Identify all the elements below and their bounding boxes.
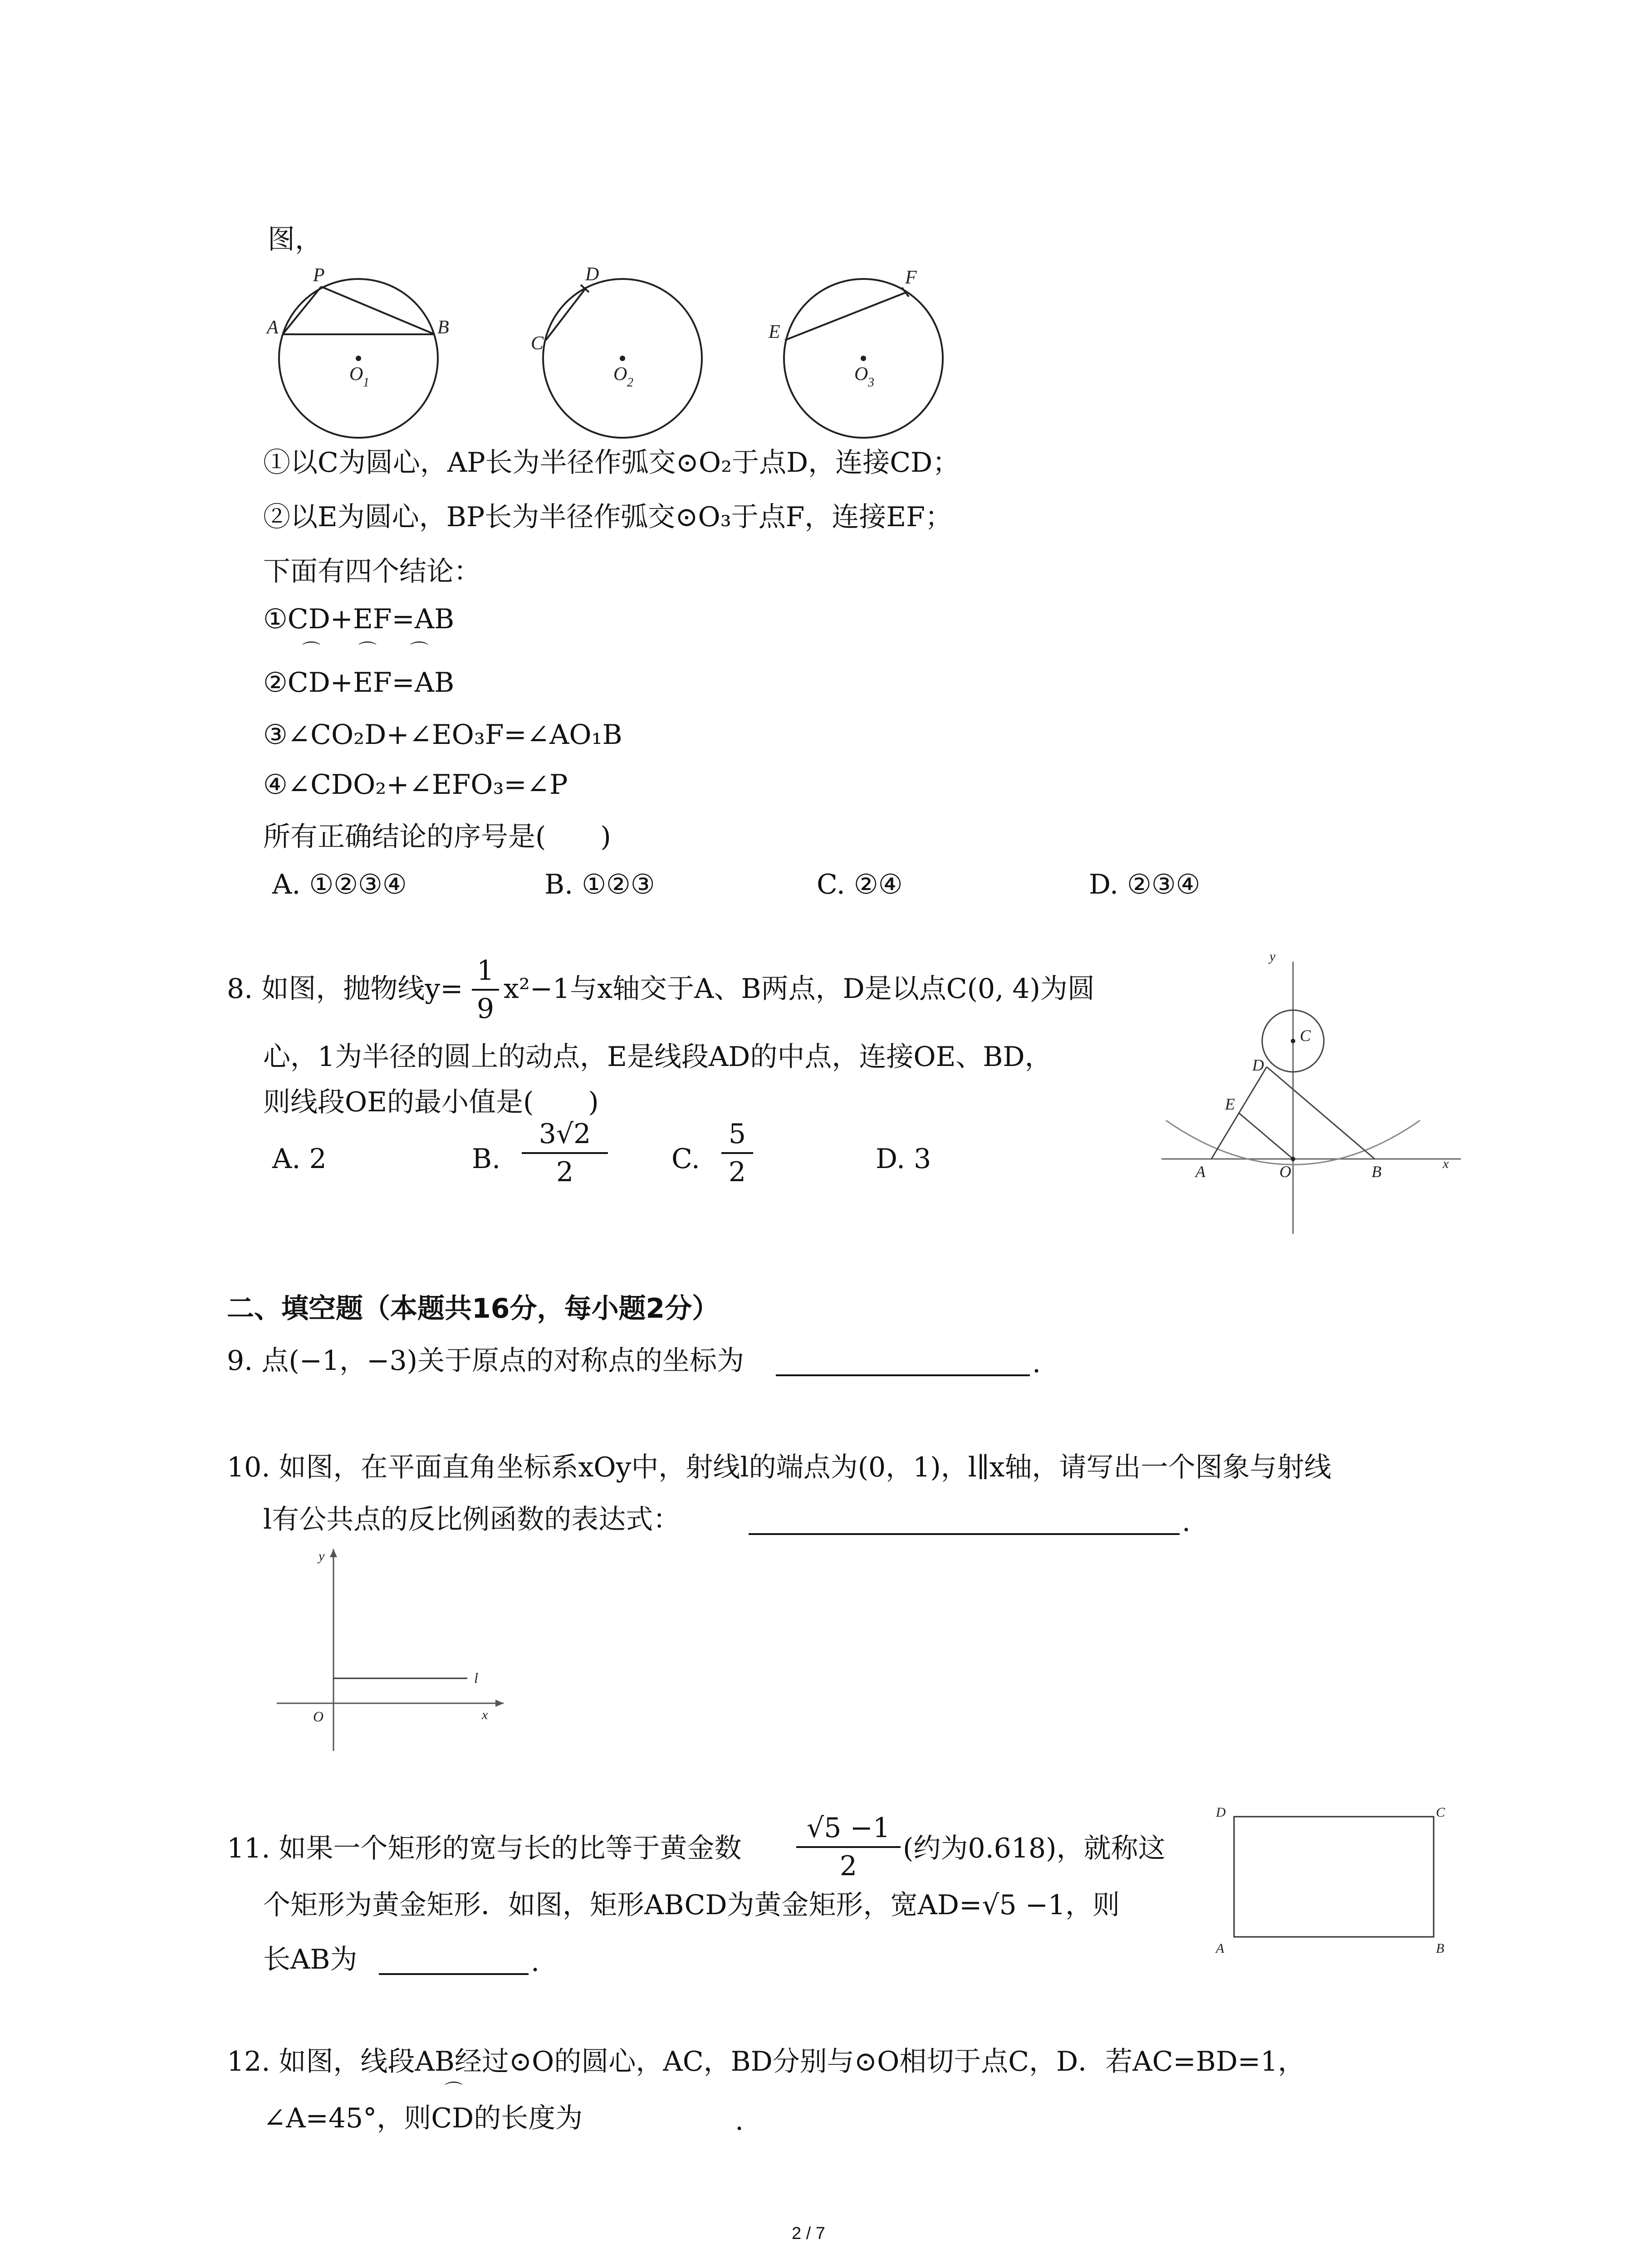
q8-option-b-label: B. [472,1143,501,1175]
q7-option-b: B. ①②③ [544,869,655,900]
label-b: B [437,317,449,338]
q8-option-b-den: 2 [556,1156,574,1188]
q8-line3: 则线段OE的最小值是( ) [263,1086,599,1118]
q12-line2: ∠A=45°，则CD的长度为 [263,2102,583,2134]
q8-option-d: D. 3 [876,1143,931,1175]
label-c: C [1436,1805,1445,1820]
label-p: P [313,265,325,286]
q7-option-c: C. ②④ [817,869,903,900]
q7-option-a: A. ①②③④ [272,869,407,900]
q10-answer-blank[interactable] [749,1533,1180,1535]
label-c: C [1300,1026,1311,1045]
q7-figure-circles [263,259,962,449]
label-c: C [531,333,544,354]
q7-intro: 图， [268,224,322,255]
q12-line1: 12. 如图，线段AB经过⊙O的圆心，AC，BD分别与⊙O相切于点C，D．若AC=BD=1， [227,2046,1305,2077]
q11-end: . [531,1946,540,1978]
q8-line1-b: x²−1与x轴交于A、B两点，D是以点C(0, 4)为圆 [504,973,1095,1005]
q10-line2: l有公共点的反比例函数的表达式： [263,1504,681,1535]
q11-line1-a: 11. 如果一个矩形的宽与长的比等于黄金数 [227,1833,742,1864]
q11-line1-b: (约为0.618)，就称这 [903,1833,1166,1864]
page-number: 2 / 7 [792,2224,825,2243]
label-b: B [1372,1163,1381,1181]
label-o3: O [854,364,868,385]
q8-option-b-fraction [522,1120,608,1186]
q7-step2: ②以E为圆心，BP长为半径作弧交⊙O₃于点F，连接EF； [263,501,952,533]
q7-step1: ①以C为圆心，AP长为半径作弧交⊙O₂于点D，连接CD； [263,447,960,479]
label-d: D [585,264,599,285]
q9-answer-blank[interactable] [776,1374,1030,1376]
label-y: y [1269,949,1276,964]
q8-line2: 心，1为半径的圆上的动点，E是线段AD的中点，连接OE、BD， [263,1041,1052,1073]
q11-figure-rectangle [1207,1796,1452,1969]
q7-conclusion-2: ②CD+EF=AB [263,667,455,699]
label-f: F [905,267,917,288]
q7-question: 所有正确结论的序号是( ) [263,821,611,853]
q8-fraction [472,955,499,1025]
q8-option-a: A. 2 [272,1143,327,1175]
label-e: E [769,322,780,342]
q11-frac-num: √5 −1 [807,1812,890,1844]
label-o1-sub: 1 [363,376,369,390]
label-a: A [1195,1163,1205,1181]
q7-conclusion-1: ①CD+EF=AB [263,603,455,635]
q8-figure-parabola [1152,948,1470,1243]
label-o2: O [613,364,627,385]
label-y: y [318,1549,325,1564]
label-x: x [482,1707,488,1722]
label-b: B [1436,1941,1445,1956]
q8-frac-den: 9 [476,993,495,1025]
arc-mark-icon: ⌒ [410,640,428,661]
q7-option-d: D. ②③④ [1089,869,1200,900]
q8-option-b-num: 3√2 [539,1118,591,1150]
q11-line3: 长AB为 [263,1944,358,1975]
label-x: x [1443,1156,1449,1171]
label-d: D [1216,1805,1226,1820]
label-d: D [1252,1056,1264,1074]
q8-option-c-fraction [721,1120,753,1186]
label-o3-sub: 3 [868,376,874,390]
q9-end: . [1032,1347,1041,1379]
q10-line1: 10. 如图，在平面直角坐标系xOy中，射线l的端点为(0，1)，l∥x轴，请写出一个图象与射线 [227,1452,1332,1483]
q8-line1-a: 8. 如图，抛物线y= [227,973,463,1005]
label-o1: O [349,364,363,385]
q10-end: . [1182,1506,1191,1538]
label-e: E [1225,1095,1235,1113]
q11-frac-den: 2 [839,1850,857,1882]
q7-lead: 下面有四个结论： [263,556,481,587]
q8-frac-num: 1 [476,955,495,987]
arc-mark-icon: ⌒ [445,2081,463,2102]
q12-end: . [735,2105,744,2136]
q11-answer-blank[interactable] [379,1973,529,1975]
q7-conclusion-4: ④∠CDO₂+∠EFO₃=∠P [263,769,568,801]
label-a: A [1216,1941,1225,1956]
q11-line2: 个矩形为黄金矩形．如图，矩形ABCD为黄金矩形，宽AD=√5 −1，则 [263,1889,1120,1921]
label-o: O [1279,1163,1291,1181]
q11-fraction [796,1814,901,1880]
q10-figure-axes [268,1542,513,1760]
label-o: O [313,1708,324,1725]
q9-text: 9. 点(−1，−3)关于原点的对称点的坐标为 [227,1345,745,1377]
q8-option-c-num: 5 [728,1118,746,1150]
label-a: A [267,317,279,338]
arc-mark-icon: ⌒ [358,640,377,661]
label-o2-sub: 2 [627,376,633,390]
label-l: l [474,1670,478,1686]
q8-option-c-label: C. [671,1143,700,1175]
q8-option-c-den: 2 [728,1156,746,1188]
arc-mark-icon: ⌒ [302,640,320,661]
section-2-heading: 二、填空题（本题共16分，每小题2分） [227,1293,720,1325]
q7-conclusion-3: ③∠CO₂D+∠EO₃F=∠AO₁B [263,719,622,751]
